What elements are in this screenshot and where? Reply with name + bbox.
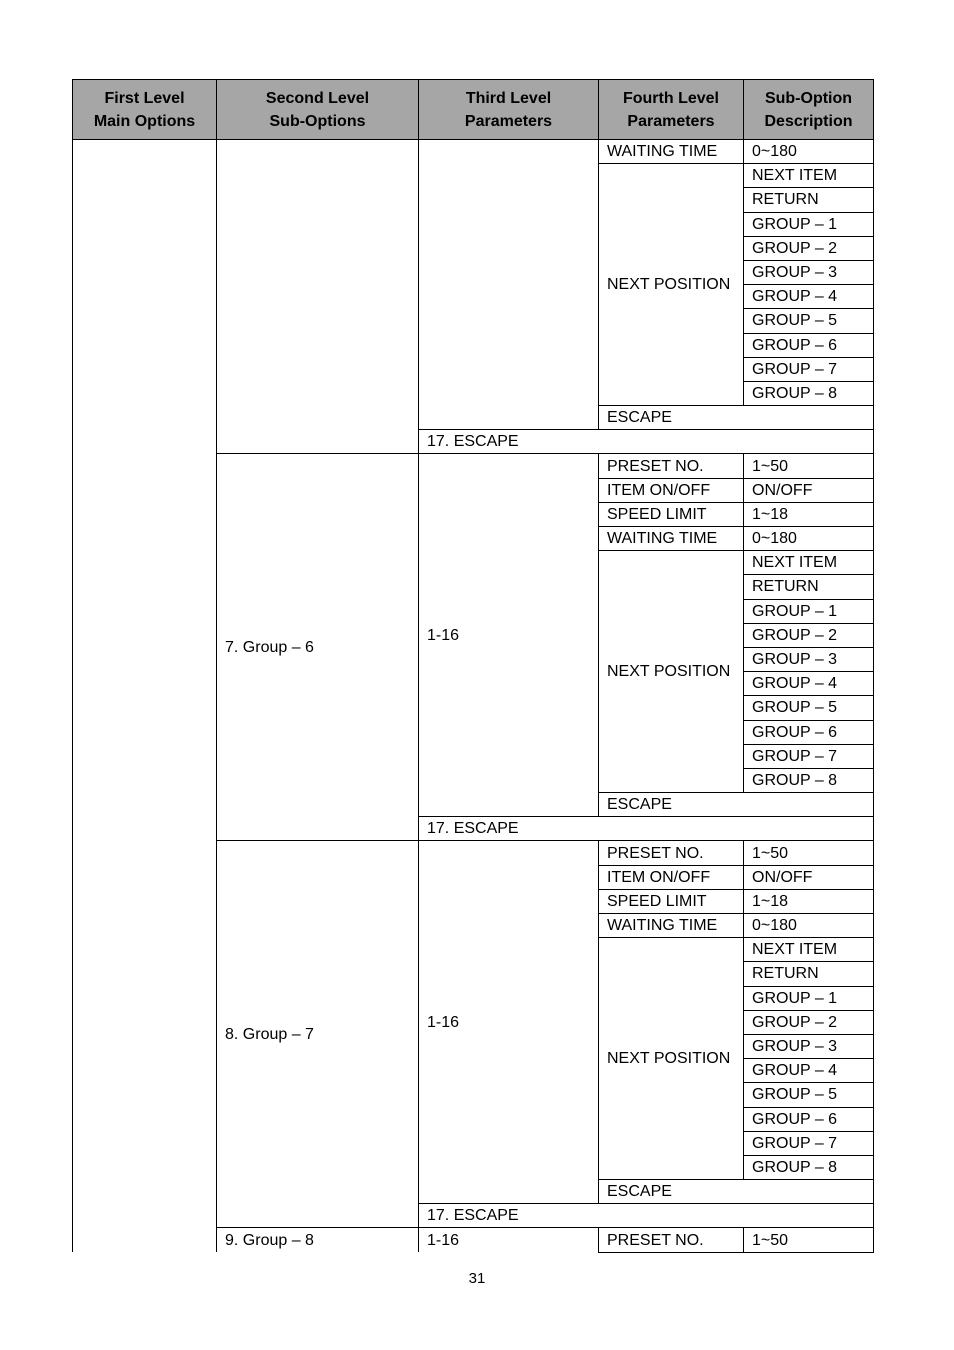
preset-value: 1~50 <box>744 454 874 478</box>
item-onoff-label: ITEM ON/OFF <box>599 478 744 502</box>
waiting-time-label: WAITING TIME <box>599 140 744 164</box>
item-onoff-value: ON/OFF <box>744 865 874 889</box>
header-third-level: Third Level Parameters <box>419 80 599 140</box>
next-option: GROUP – 4 <box>744 285 874 309</box>
speed-limit-label: SPEED LIMIT <box>599 502 744 526</box>
next-option: GROUP – 7 <box>744 744 874 768</box>
next-option: GROUP – 8 <box>744 768 874 792</box>
next-option: GROUP – 5 <box>744 309 874 333</box>
escape-cell: ESCAPE <box>599 793 874 817</box>
preset-label: PRESET NO. <box>599 1228 744 1252</box>
group-7-cell: 8. Group – 7 <box>217 841 419 1228</box>
speed-limit-value: 1~18 <box>744 502 874 526</box>
next-option: NEXT ITEM <box>744 551 874 575</box>
next-position-label: NEXT POSITION <box>599 164 744 406</box>
next-option: GROUP – 6 <box>744 720 874 744</box>
next-option: GROUP – 1 <box>744 986 874 1010</box>
menu-table <box>72 79 874 1253</box>
next-option: GROUP – 4 <box>744 672 874 696</box>
next-option: GROUP – 7 <box>744 1131 874 1155</box>
header-first-level: First Level Main Options <box>73 80 217 140</box>
second-level-cell-continued <box>217 140 419 454</box>
group-8-range: 1-16 <box>419 1228 599 1252</box>
next-option: NEXT ITEM <box>744 938 874 962</box>
next-option: NEXT ITEM <box>744 164 874 188</box>
next-option: GROUP – 1 <box>744 599 874 623</box>
next-option: RETURN <box>744 188 874 212</box>
escape17-cell: 17. ESCAPE <box>419 817 874 841</box>
menu-table-container <box>72 79 873 1256</box>
group-6-range: 1-16 <box>419 454 599 817</box>
next-option: GROUP – 3 <box>744 260 874 284</box>
next-option: RETURN <box>744 962 874 986</box>
next-position-label: NEXT POSITION <box>599 551 744 793</box>
next-option: GROUP – 5 <box>744 1083 874 1107</box>
first-level-cell <box>73 140 217 1253</box>
next-option: GROUP – 2 <box>744 236 874 260</box>
header-row <box>73 80 874 140</box>
item-onoff-label: ITEM ON/OFF <box>599 865 744 889</box>
waiting-time-value: 0~180 <box>744 914 874 938</box>
third-level-cell-continued <box>419 140 599 430</box>
next-option: GROUP – 8 <box>744 1155 874 1179</box>
group-8-cell: 9. Group – 8 <box>217 1228 419 1252</box>
preset-value: 1~50 <box>744 841 874 865</box>
next-option: GROUP – 3 <box>744 1034 874 1058</box>
next-option: GROUP – 8 <box>744 381 874 405</box>
page-number: 31 <box>468 1270 486 1287</box>
next-option: RETURN <box>744 575 874 599</box>
next-option: GROUP – 7 <box>744 357 874 381</box>
next-option: GROUP – 5 <box>744 696 874 720</box>
table-row <box>73 140 874 164</box>
header-second-level: Second Level Sub-Options <box>217 80 419 140</box>
escape-cell: ESCAPE <box>599 1180 874 1204</box>
escape-cell: ESCAPE <box>599 406 874 430</box>
waiting-time-label: WAITING TIME <box>599 914 744 938</box>
next-option: GROUP – 1 <box>744 212 874 236</box>
speed-limit-value: 1~18 <box>744 889 874 913</box>
waiting-time-value: 0~180 <box>744 140 874 164</box>
preset-label: PRESET NO. <box>599 841 744 865</box>
item-onoff-value: ON/OFF <box>744 478 874 502</box>
preset-value: 1~50 <box>744 1228 874 1252</box>
waiting-time-label: WAITING TIME <box>599 527 744 551</box>
preset-label: PRESET NO. <box>599 454 744 478</box>
escape17-cell: 17. ESCAPE <box>419 430 874 454</box>
next-option: GROUP – 6 <box>744 1107 874 1131</box>
next-option: GROUP – 2 <box>744 623 874 647</box>
next-option: GROUP – 6 <box>744 333 874 357</box>
next-option: GROUP – 4 <box>744 1059 874 1083</box>
next-position-label: NEXT POSITION <box>599 938 744 1180</box>
header-fourth-level: Fourth Level Parameters <box>599 80 744 140</box>
group-7-range: 1-16 <box>419 841 599 1204</box>
speed-limit-label: SPEED LIMIT <box>599 889 744 913</box>
header-description: Sub-Option Description <box>744 80 874 140</box>
escape17-cell: 17. ESCAPE <box>419 1204 874 1228</box>
next-option: GROUP – 2 <box>744 1010 874 1034</box>
group-6-cell: 7. Group – 6 <box>217 454 419 841</box>
next-option: GROUP – 3 <box>744 647 874 671</box>
waiting-time-value: 0~180 <box>744 527 874 551</box>
